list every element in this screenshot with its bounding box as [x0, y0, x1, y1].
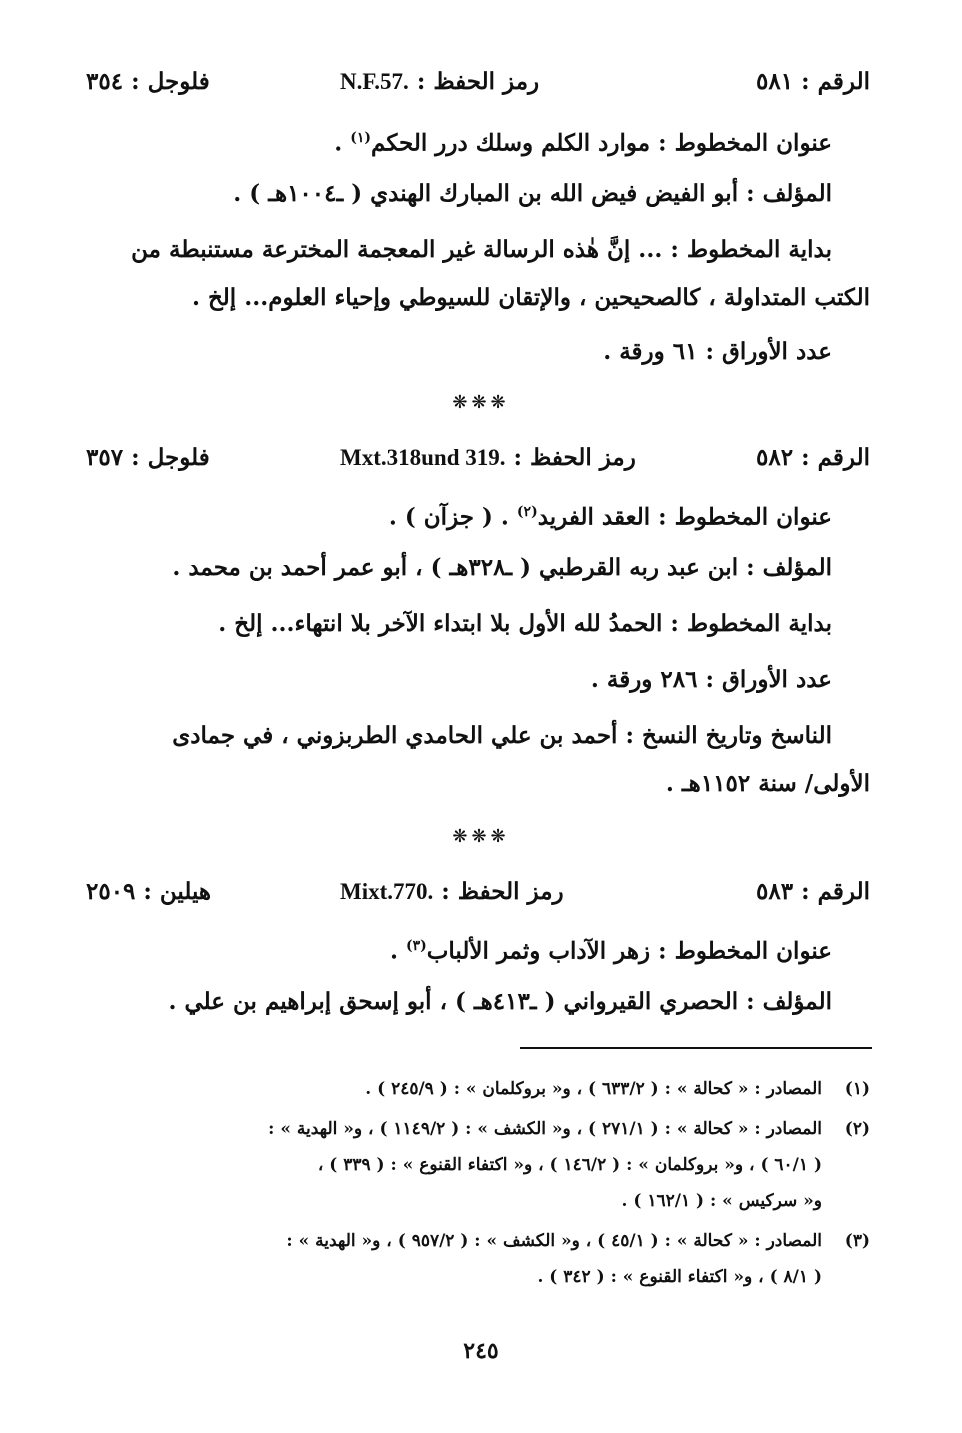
shelfmark-label: رمز الحفظ : — [513, 444, 636, 471]
leaf-count: عدد الأوراق : ٢٨٦ ورقة . — [590, 666, 832, 693]
manuscript-author: المؤلف : الحصري القيرواني ( ـ٤١٣هـ ) ، أبو إسحق إبراهيم بن علي . — [168, 988, 832, 1015]
catalog-reference: فلوجل : ٣٥٧ — [86, 444, 210, 471]
shelfmark-value: Mixt.770. — [340, 879, 434, 904]
shelfmark-label: رمز الحفظ : — [416, 68, 540, 95]
leaf-count: عدد الأوراق : ٦١ ورقة . — [603, 338, 832, 365]
manuscript-title: عنوان المخطوط : العقد الفريد$^{(٢)}$ . ( جزآن ) . — [388, 503, 832, 531]
separator-stars: ❋❋❋ — [452, 826, 510, 847]
manuscript-beginning-cont: الكتب المتداولة ، كالصحيحين ، والإتقان للسيوطي وإحياء العلوم... إلخ . — [191, 284, 870, 311]
manuscript-author: المؤلف : أبو الفيض فيض الله بن المبارك الهندي ( ـ١٠٠٤هـ ) . — [233, 180, 832, 207]
manuscript-title: عنوان المخطوط : موارد الكلم وسلك درر الحكم$^{(١)}$ . — [334, 129, 832, 157]
footnote-text: ( ٨/١ ) ، و« اكتفاء القنوع » : ( ٣٤٢ ) . — [537, 1267, 822, 1287]
footnote-text: المصادر : « كحالة » : ( ٢٧١/١ ) ، و« الكشف » : ( ١١٤٩/٢ ) ، و« الهدية » : — [268, 1119, 822, 1139]
manuscript-title: عنوان المخطوط : زهر الآداب وثمر الألباب$^{(٣)}$ . — [389, 937, 832, 965]
entry-number: الرقم : ٥٨٢ — [756, 444, 870, 471]
copyist-and-date-cont: الأولى/ سنة ١١٥٢هـ . — [665, 770, 870, 797]
footnote-rule — [520, 1047, 872, 1049]
catalog-reference: هيلين : ٢٥٠٩ — [86, 878, 212, 905]
shelfmark-value: N.F.57. — [340, 69, 409, 94]
manuscript-beginning: بداية المخطوط : ... إنَّ هٰذه الرسالة غير المعجمة المخترعة مستنبطة من — [131, 236, 832, 263]
footnote-number: (٢) — [844, 1119, 870, 1139]
footnote-text: ( ٦٠/١ ) ، و« بروكلمان » : ( ١٤٦/٢ ) ، و« اكتفاء القنوع » : ( ٣٣٩ ) ، — [317, 1155, 822, 1175]
footnote-text: المصادر : « كحالة » : ( ٤٥/١ ) ، و« الكشف » : ( ٩٥٧/٢ ) ، و« الهدية » : — [286, 1231, 822, 1251]
shelfmark — [340, 66, 539, 98]
footnote-number: (١) — [844, 1079, 870, 1099]
separator-stars: ❋❋❋ — [452, 392, 510, 413]
copyist-and-date: الناسخ وتاريخ النسخ : أحمد بن علي الحامدي الطربزوني ، في جمادى — [172, 722, 832, 749]
page-number: ٢٤٥ — [463, 1338, 499, 1364]
shelfmark — [340, 876, 564, 908]
shelfmark-value: Mxt.318und 319. — [340, 445, 506, 470]
footnote-number: (٣) — [844, 1231, 870, 1251]
footnote-marker: (٢) — [516, 504, 538, 520]
shelfmark — [340, 442, 636, 474]
catalog-reference: فلوجل : ٣٥٤ — [86, 68, 210, 95]
manuscript-author: المؤلف : ابن عبد ربه القرطبي ( ـ٣٢٨هـ ) ، أبو عمر أحمد بن محمد . — [172, 554, 832, 581]
footnote-marker: (١) — [350, 130, 372, 146]
entry-number: الرقم : ٥٨١ — [756, 68, 870, 95]
footnote-text: المصادر : « كحالة » : ( ٦٣٣/٢ ) ، و« بروكلمان » : ( ٢٤٥/٩ ) . — [365, 1079, 822, 1099]
footnote-marker: (٣) — [405, 938, 427, 954]
footnote-text: و« سركيس » : ( ١٦٢/١ ) . — [621, 1191, 822, 1211]
shelfmark-label: رمز الحفظ : — [441, 878, 564, 905]
entry-number: الرقم : ٥٨٣ — [756, 878, 870, 905]
manuscript-beginning: بداية المخطوط : الحمدُ لله الأول بلا ابتداء الآخر بلا انتهاء... إلخ . — [218, 610, 832, 637]
